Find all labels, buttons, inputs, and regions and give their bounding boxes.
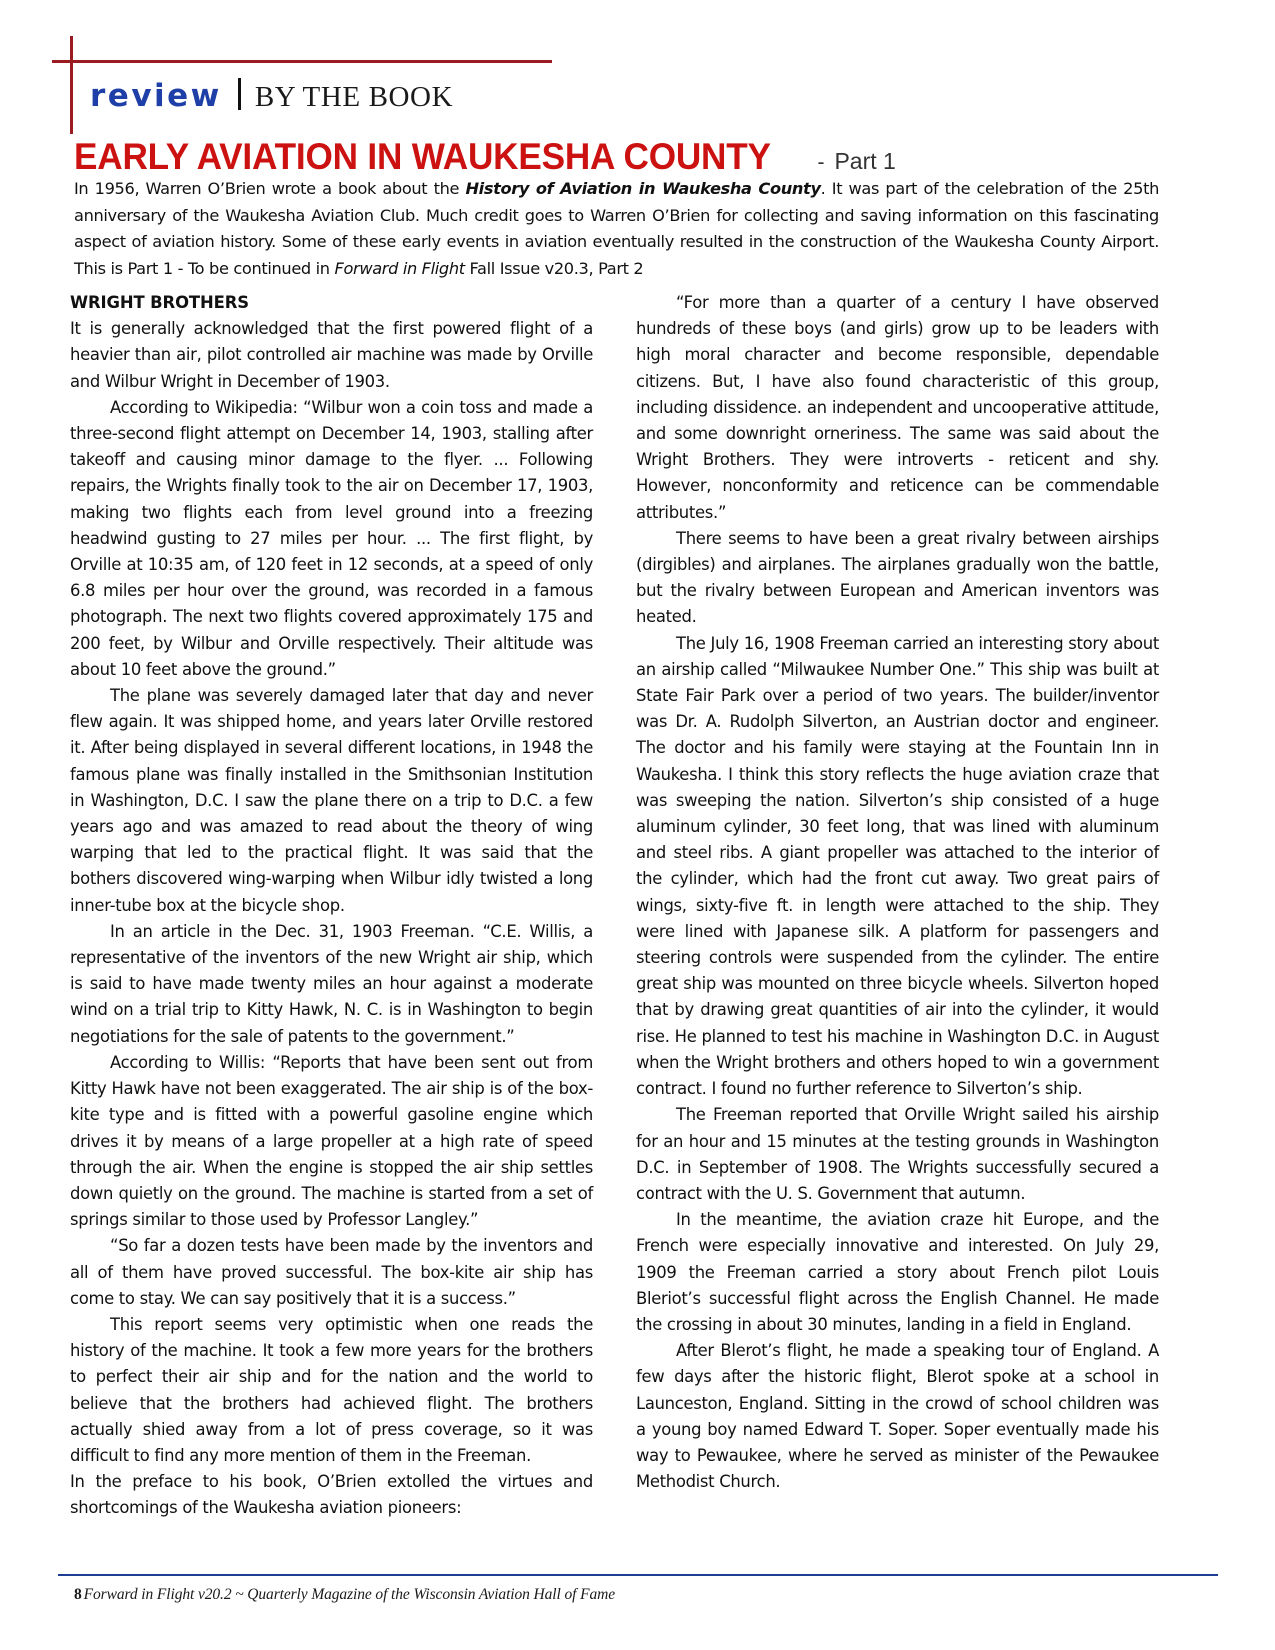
paragraph: In an article in the Dec. 31, 1903 Freeman. “C.E. Willis, a representative of the inventors of the new Wright air ship, which is said to have made twenty miles an hour against a moderate wind on a trial trip to Kitty Hawk, N. C. is in Washington to begin negotiations for the sale of patents to the government.” [70, 921, 593, 1046]
paragraph: According to Willis: “Reports that have been sent out from Kitty Hawk have not been exaggerated. The air ship is of the box-kite type and is fitted with a powerful gasoline engine which drives it by means of a large propeller at a high rate of speed through the air. When the engine is stopped the air ship settles down quietly on the ground. The machine is started from a set of springs similar to those used by Professor Langley.” [70, 1052, 593, 1230]
section-heading-wright-brothers: WRIGHT BROTHERS [70, 293, 249, 312]
intro-magazine-name: Forward in Flight [334, 258, 465, 278]
paragraph: “For more than a quarter of a century I have observed hundreds of these boys (and girls) grow up to be leaders with high moral character and become responsible, dependable citizens. But, I have also found characteristic of this group, including dissidence. an independent and uncooperative attitude, and some downright orneriness. The same was said about the Wright Brothers. They were introverts - reticent and shy. However, nonconformity and reticence can be commendable attributes.” [636, 293, 1159, 522]
right-column [636, 290, 1159, 1492]
left-column [70, 290, 593, 1518]
title-part-label: Part 1 [834, 148, 896, 174]
title-separator: - [817, 151, 825, 174]
paragraph: The plane was severely damaged later that day and never flew again. It was shipped home, and years later Orville restored it. After being displayed in several different locations, in 1948 the famous plane was finally installed in the Smithsonian Institution in Washington, D.C. I saw the plane there on a trip to D.C. a few years ago and was amazed to read about the theory of wing warping that led to the practical flight. It was said that the bothers discovered wing-warping when Wilbur idly twisted a long inner-tube box at the bicycle shop. [70, 686, 593, 915]
masthead-vertical-rule [70, 36, 73, 134]
masthead-divider-icon [238, 78, 241, 110]
page-title: EARLY AVIATION IN WAUKESHA COUNTY [74, 136, 771, 177]
masthead-section-label: BY THE BOOK [254, 81, 454, 113]
footer-label: Forward in Flight v20.2 ~ Quarterly Magazine of the Wisconsin Aviation Hall of Fame [83, 1586, 616, 1603]
intro-text-before: In 1956, Warren O’Brien wrote a book about the [74, 179, 466, 198]
paragraph: The July 16, 1908 Freeman carried an interesting story about an airship called “Milwaukee Number One.” This ship was built at State Fair Park over a period of two years. The builder/inventor was Dr. A. Rudolph Silverton, an Austrian doctor and engineer. The doctor and his family were staying at the Fountain Inn in Waukesha. I think this story reflects the huge aviation craze that was sweeping the nation. Silverton’s ship consisted of a huge aluminum cylinder, 30 feet long, that was lined with aluminum and steel ribs. A giant propeller was attached to the interior of the cylinder, which had the front cut away. Two great pairs of wings, sixty-five ft. in length were attached to the ship. They were lined with Japanese silk. A platform for passengers and steering controls were suspended from the cylinder. The entire great ship was mounted on three bicycle wheels. Silverton hoped that by drawing great quantities of air into the cylinder, it would rise. He planned to test his machine in Washington D.C. in August when the Wright brothers and others hoped to win a government contract. I found no further reference to Silverton’s ship. [636, 633, 1159, 1099]
page-number: 8 [74, 1586, 82, 1603]
paragraph: According to Wikipedia: “Wilbur won a coin toss and made a three-second flight attempt on December 14, 1903, stalling after takeoff and causing minor damage to the flyer. ... Following repairs, the Wrights finally took to the air on December 17, 1903, making two flights each from level ground into a freezing headwind gusting to 27 miles per hour. ... The first flight, by Orville at 10:35 am, of 120 feet in 12 seconds, at a speed of only 6.8 miles per hour over the ground, was recorded in a famous photograph. The next two flights covered approximately 175 and 200 feet, by Wilbur and Orville respectively. Their altitude was about 10 feet above the ground.” [70, 397, 593, 679]
footer [74, 1586, 615, 1604]
article-body [70, 290, 1160, 1518]
masthead-brand: review [90, 78, 222, 114]
masthead-horizontal-rule [52, 60, 552, 63]
paragraph: There seems to have been a great rivalry between airships (dirgibles) and airplanes. The airplanes gradually won the battle, but the rivalry between European and American inventors was heated. [636, 528, 1159, 627]
paragraph: The Freeman reported that Orville Wright sailed his airship for an hour and 15 minutes at the testing grounds in Washington D.C. in September of 1908. The Wrights successfully secured a contract with the U. S. Government that autumn. [636, 1105, 1159, 1203]
masthead-row [90, 74, 453, 112]
intro-book-title: History of Aviation in Waukesha County [465, 179, 821, 198]
footer-rule [58, 1574, 1218, 1576]
paragraph: In the meantime, the aviation craze hit Europe, and the French were especially innovative and interested. On July 29, 1909 the Freeman carried a story about French pilot Louis Bleriot’s successful flight across the English Channel. He made the crossing in about 30 minutes, landing in a field in England. [636, 1210, 1159, 1334]
paragraph: It is generally acknowledged that the first powered flight of a heavier than air, pilot controlled air machine was made by Orville and Wilbur Wright in December of 1903. [70, 319, 593, 391]
masthead [70, 36, 570, 134]
paragraph: This report seems very optimistic when one reads the history of the machine. It took a few more years for the brothers to perfect their air ship and for the nation and the world to believe that the brothers had achieved flight. The brothers actually shied away from a lot of press coverage, so it was difficult to find any more mention of them in the Freeman. [70, 1314, 593, 1465]
paragraph: In the preface to his book, O’Brien extolled the virtues and shortcomings of the Waukesha aviation pioneers: [70, 1472, 593, 1518]
article-intro [74, 176, 1159, 282]
paragraph: After Blerot’s flight, he made a speaking tour of England. A few days after the historic flight, Blerot spoke at a school in Launceston, England. Sitting in the crowd of school children was a young boy named Edward T. Soper. Soper eventually made his way to Pewaukee, where he served as minister of the Pewaukee Methodist Church. [636, 1341, 1159, 1492]
article-title-row [74, 136, 1154, 178]
intro-text-after: . It was part of the celebration of the 25th anniversary of the Waukesha Aviation Club. Much credit goes to Warren O’Brien for collecting and saving information on this fascinating aspect of aviation history. Some of these early events in aviation eventually resulted in the construction of the Waukesha County Airport. This is Part 1 - To be continued in [74, 179, 1159, 278]
intro-text-tail: Fall Issue v20.3, Part 2 [464, 258, 644, 278]
paragraph: “So far a dozen tests have been made by the inventors and all of them have proved successful. The box-kite air ship has come to stay. We can say positively that it is a success.” [70, 1236, 593, 1308]
